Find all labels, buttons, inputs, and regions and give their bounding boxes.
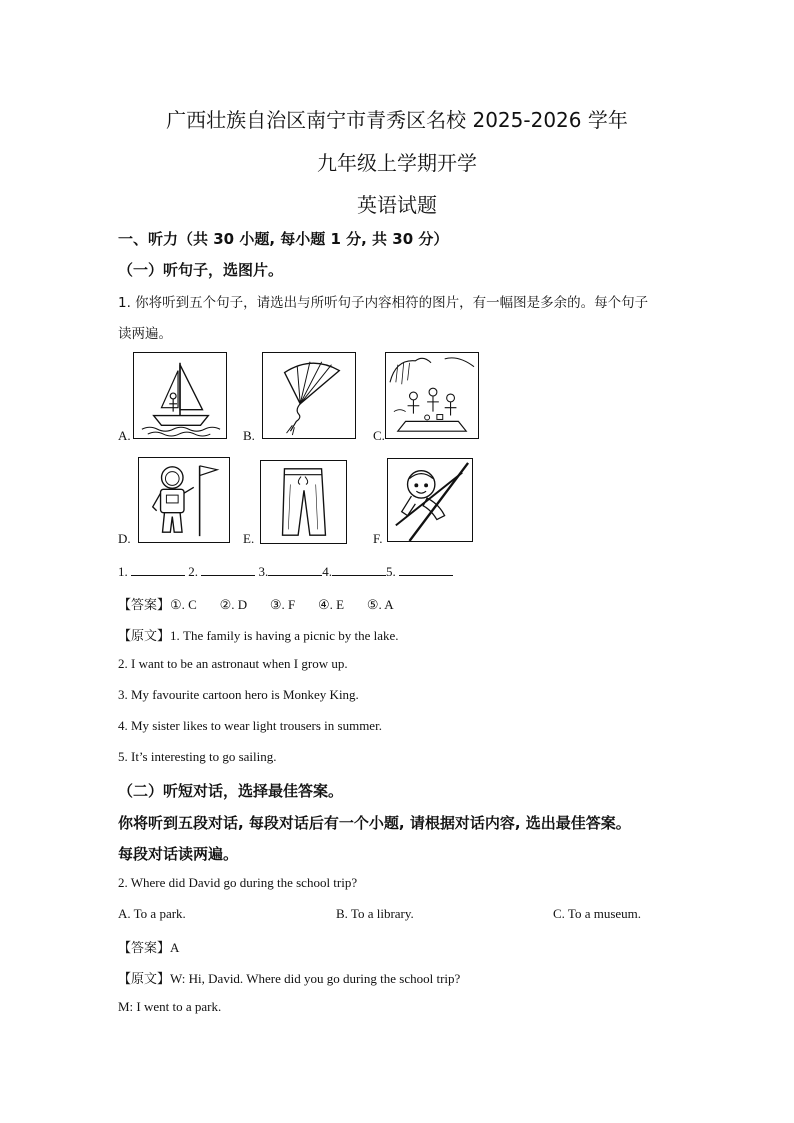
picture-label-d: D. bbox=[118, 531, 131, 546]
picture-b bbox=[262, 352, 356, 439]
part1-heading: （一）听句子，选图片。 bbox=[118, 261, 284, 279]
part2-instruction-1: 你将听到五段对话, 每段对话后有一个小题, 请根据对话内容, 选出最佳答案。 bbox=[118, 814, 631, 832]
picture-label-c: C. bbox=[373, 428, 385, 443]
blank-2[interactable] bbox=[201, 563, 255, 576]
part2-answer-line bbox=[118, 937, 179, 956]
script-line-1 bbox=[118, 625, 399, 644]
instruction-line-2: 读两遍。 bbox=[118, 326, 172, 342]
script-line-2: 2. I want to be an astronaut when I grow up. bbox=[118, 656, 348, 671]
part2-instruction-2: 每段对话读两遍。 bbox=[118, 845, 239, 863]
script-line-3: 3. My favourite cartoon hero is Monkey King. bbox=[118, 687, 359, 702]
blank-label-4: 4. bbox=[322, 564, 332, 579]
blank-label-2: 2. bbox=[188, 564, 198, 579]
picture-c bbox=[385, 352, 479, 439]
option-b[interactable]: B. To a library. bbox=[336, 906, 414, 921]
answer-tag: 【答案】 bbox=[118, 598, 171, 613]
picture-a bbox=[133, 352, 227, 439]
picture-e bbox=[260, 460, 347, 544]
sailboat-icon bbox=[134, 353, 226, 438]
blank-4[interactable] bbox=[332, 563, 386, 576]
blank-label-1: 1. bbox=[118, 564, 128, 579]
part2-heading: （二）听短对话，选择最佳答案。 bbox=[118, 782, 344, 800]
title-line-3: 英语试题 bbox=[357, 193, 437, 217]
picnic-icon bbox=[386, 353, 478, 438]
script-line-5: 5. It’s interesting to go sailing. bbox=[118, 749, 277, 764]
part2-script-text-1: W: Hi, David. Where did you go during the school trip? bbox=[170, 971, 461, 986]
script-text-1: 1. The family is having a picnic by the lake. bbox=[170, 628, 399, 643]
picture-f bbox=[387, 458, 473, 542]
title-line-2: 九年级上学期开学 bbox=[317, 151, 477, 175]
option-a[interactable]: A. To a park. bbox=[118, 906, 186, 921]
part2-answer-tag: 【答案】 bbox=[118, 941, 171, 956]
blank-1[interactable] bbox=[131, 563, 185, 576]
fan-icon bbox=[263, 353, 355, 438]
picture-d bbox=[138, 457, 230, 543]
answer-blanks bbox=[118, 563, 453, 580]
picture-label-b: B. bbox=[243, 428, 255, 443]
blank-label-5: 5. bbox=[386, 564, 396, 579]
picture-label-e: E. bbox=[243, 531, 255, 546]
option-c[interactable]: C. To a museum. bbox=[553, 906, 642, 921]
title-line-1: 广西壮族自治区南宁市青秀区名校 2025-2026 学年 bbox=[166, 108, 628, 132]
part2-script-tag: 【原文】 bbox=[118, 972, 171, 987]
picture-label-a: A. bbox=[118, 428, 131, 443]
answer-line bbox=[118, 594, 394, 613]
answer-text: ①. C ②. D ③. F ④. E ⑤. A bbox=[170, 597, 394, 612]
script-tag: 【原文】 bbox=[118, 629, 171, 644]
astronaut-icon bbox=[139, 458, 229, 542]
question-2: 2. Where did David go during the school trip? bbox=[118, 875, 358, 890]
section-heading: 一、听力（共 30 小题, 每小题 1 分, 共 30 分） bbox=[118, 230, 449, 248]
blank-label-3: 3. bbox=[258, 564, 269, 579]
part2-script-line-2: M: I went to a park. bbox=[118, 999, 222, 1014]
monkey-king-icon bbox=[388, 459, 472, 541]
picture-label-f: F. bbox=[373, 531, 383, 546]
part2-answer-text: A bbox=[170, 940, 180, 955]
part2-script-line-1 bbox=[118, 968, 460, 987]
script-line-4: 4. My sister likes to wear light trousers in summer. bbox=[118, 718, 382, 733]
trousers-icon bbox=[261, 461, 346, 543]
blank-5[interactable] bbox=[399, 563, 453, 576]
blank-3[interactable] bbox=[268, 563, 322, 576]
instruction-line-1: 1. 你将听到五个句子，请选出与所听句子内容相符的图片，有一幅图是多余的。每个句子 bbox=[118, 295, 649, 311]
